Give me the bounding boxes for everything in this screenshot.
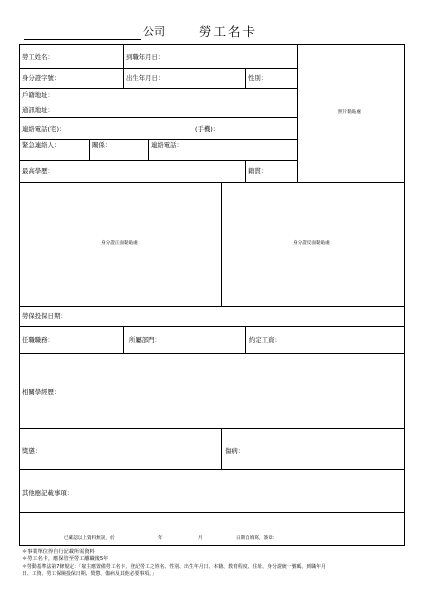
work-experience-label: 相關學經歷： xyxy=(22,388,61,396)
insurance-date-label: 勞保投保日期： xyxy=(22,312,67,320)
native-place-label: 籍貫： xyxy=(248,167,268,175)
confirmation-year: 年 xyxy=(158,536,163,541)
birth-date-label: 出生年月日： xyxy=(126,74,165,82)
confirmation-month: 月 xyxy=(198,536,203,541)
worker-name-label: 勞工姓名： xyxy=(22,53,54,61)
border-right xyxy=(404,44,405,546)
education-label: 最高學歷： xyxy=(22,167,54,175)
border-bottom xyxy=(19,545,405,546)
form-title: 勞工名卡 xyxy=(199,24,258,39)
confirmation-statement: 已確認以上資料無誤，於 xyxy=(64,536,115,541)
hire-date-label: 到職年月日： xyxy=(126,53,165,61)
company-name-underline xyxy=(24,39,141,40)
contact-phone-label: 連絡電話： xyxy=(151,141,183,149)
footnote: ＊勞工名卡，應保管至勞工離職後5年 xyxy=(22,556,109,562)
id-back-paste-area: 身分證反面黏貼處 xyxy=(293,241,330,246)
id-front-paste-area: 身分證正面黏貼處 xyxy=(101,241,138,246)
emergency-contact-label: 緊急連絡人： xyxy=(22,141,61,149)
injury-label: 傷病： xyxy=(225,447,245,455)
relationship-label: 關係： xyxy=(92,141,112,149)
mobile-label: (手機)： xyxy=(195,125,220,133)
rewards-label: 獎懲： xyxy=(22,447,42,455)
gender-label: 性別： xyxy=(248,74,268,82)
border-top xyxy=(19,44,405,45)
border-left xyxy=(19,44,20,546)
photo-paste-area: 照片黏貼處 xyxy=(338,110,361,115)
photo-column-divider xyxy=(297,44,298,183)
agreed-wage-label: 約定工資： xyxy=(249,336,281,344)
company-suffix: 公司 xyxy=(143,25,165,38)
position-label: 任職職務： xyxy=(22,336,54,344)
other-notes-label: 其他應記載事項： xyxy=(22,489,74,497)
department-label: 所屬部門： xyxy=(129,336,161,344)
confirmation-day-sign: 日期自填寫，簽章： xyxy=(236,536,278,541)
footnote: 日、工資、勞工保險投保日期、獎懲、傷病及其他必要事項。」 xyxy=(22,571,157,577)
footnote: ＊勞動基準法第7條規定：「雇主應置備勞工名卡，登記勞工之姓名、性別、出生年月日、本籍、教育程度、住址、身分證統一號碼、到職年月 xyxy=(22,564,326,570)
home-phone-label: 連絡電話(宅)： xyxy=(22,125,66,133)
mailing-address-label: 通訊地址： xyxy=(22,106,54,114)
id-number-label: 身分證字號： xyxy=(22,74,61,82)
footnote: ＊事業單位得自行記載所需資料 xyxy=(22,549,95,555)
household-address-label: 戶籍地址： xyxy=(22,91,54,99)
